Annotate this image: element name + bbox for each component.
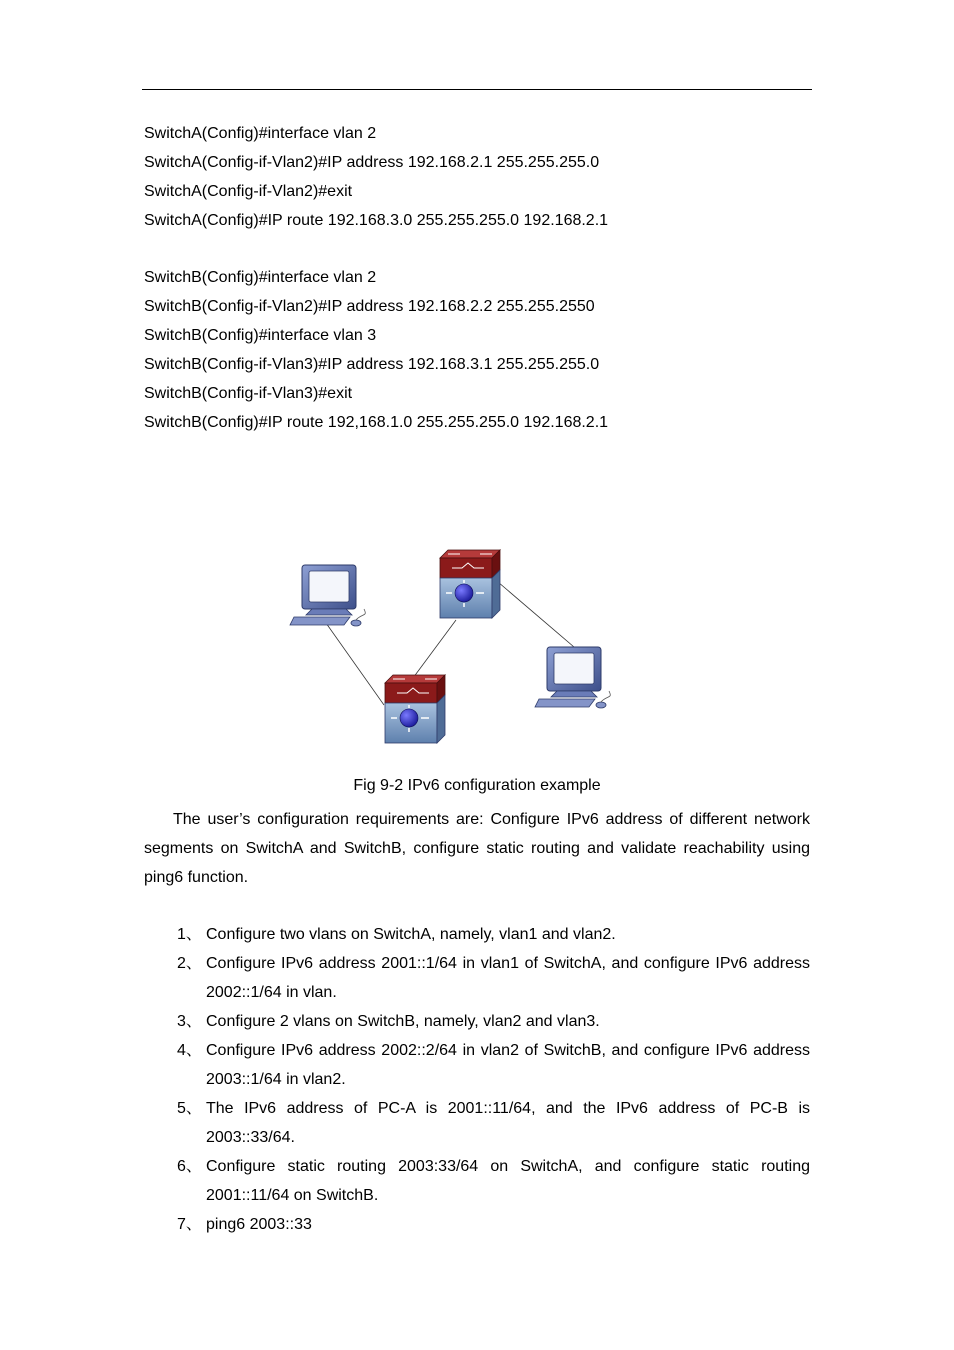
step-text: The IPv6 address of PC-A is 2001::11/64, and the IPv6 address of PC-B is 2003::33/64.: [206, 1100, 810, 1146]
command-line: SwitchB(Config-if-Vlan3)#IP address 192.168.3.1 255.255.255.0: [144, 356, 600, 373]
command-line: SwitchA(Config)#interface vlan 2: [144, 125, 377, 142]
step-text: ping6 2003::33: [206, 1216, 312, 1233]
command-line: SwitchB(Config-if-Vlan2)#IP address 192.168.2.2 255.255.2550: [144, 298, 595, 315]
pc-b-icon: [535, 647, 610, 708]
step-text: Configure static routing 2003:33/64 on SwitchA, and configure static routing 2001::11/64 on SwitchB.: [206, 1158, 810, 1204]
step-number: 1、: [177, 926, 202, 943]
network-topology-diagram: [280, 540, 640, 750]
switch-a-icon: [440, 550, 500, 618]
link-switchb-switcha: [413, 620, 456, 678]
pc-a-icon: [290, 565, 365, 626]
figure-caption: Fig 9-2 IPv6 configuration example: [353, 777, 601, 794]
command-line: SwitchB(Config)#IP route 192,168.1.0 255.255.255.0 192.168.2.1: [144, 414, 609, 431]
link-pca-switchb: [326, 623, 384, 705]
command-line: SwitchB(Config)#interface vlan 2: [144, 269, 377, 286]
step-number: 5、: [177, 1100, 202, 1117]
step-text: Configure 2 vlans on SwitchB, namely, vlan2 and vlan3.: [206, 1013, 600, 1030]
step-number: 6、: [177, 1158, 202, 1175]
link-switcha-pcb: [498, 582, 574, 647]
command-line: SwitchA(Config)#IP route 192.168.3.0 255.255.255.0 192.168.2.1: [144, 212, 609, 229]
header-rule: [142, 89, 812, 90]
step-text: Configure two vlans on SwitchA, namely, vlan1 and vlan2.: [206, 926, 616, 943]
step-text: Configure IPv6 address 2001::1/64 in vlan1 of SwitchA, and configure IPv6 address 2002::1/64 in vlan.: [206, 955, 810, 1001]
step-number: 3、: [177, 1013, 202, 1030]
command-line: SwitchB(Config-if-Vlan3)#exit: [144, 385, 353, 402]
command-line: SwitchA(Config-if-Vlan2)#IP address 192.168.2.1 255.255.255.0: [144, 154, 600, 171]
step-number: 2、: [177, 955, 202, 972]
switch-b-icon: [385, 675, 445, 743]
step-number: 7、: [177, 1216, 202, 1233]
step-text: Configure IPv6 address 2002::2/64 in vlan2 of SwitchB, and configure IPv6 address 2003::1/64 in vlan2.: [206, 1042, 810, 1088]
command-line: SwitchA(Config-if-Vlan2)#exit: [144, 183, 353, 200]
intro-paragraph: The user’s configuration requirements are: Configure IPv6 address of different network segments on SwitchA and SwitchB, configure static routing and validate reachability using ping6 function.: [144, 811, 810, 886]
command-line: SwitchB(Config)#interface vlan 3: [144, 327, 377, 344]
step-number: 4、: [177, 1042, 202, 1059]
